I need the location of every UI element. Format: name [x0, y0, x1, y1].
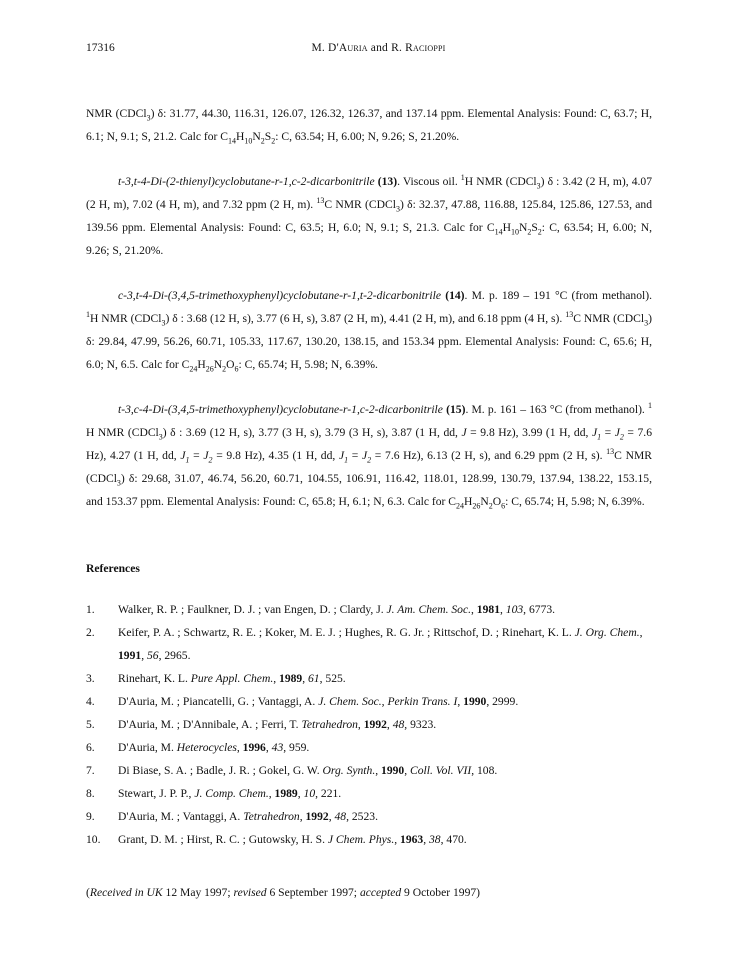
reference-text	[118, 805, 652, 828]
compound-name: t-3,t-4-Di-(2-thienyl)cyclobutane-r-1,c-2-dicarbonitrile	[118, 175, 375, 188]
reference-item	[86, 598, 652, 621]
ref-pages: , 470.	[440, 833, 467, 846]
coupling-symbol: J	[361, 449, 368, 462]
ref-sep: ,	[394, 833, 401, 846]
author-1: M. D'Auria	[311, 42, 368, 54]
ref-year: 1990	[463, 695, 487, 708]
reference-list	[86, 598, 652, 851]
paragraph-nmr-continued	[86, 102, 652, 148]
text: O	[226, 358, 235, 371]
text: =	[348, 449, 362, 462]
text: C NMR (CDCl	[86, 449, 652, 485]
text: S	[531, 221, 538, 234]
ref-volume: 48	[392, 718, 405, 731]
ref-sep: ,	[357, 718, 364, 731]
coupling-symbol: J	[591, 426, 598, 439]
ref-sep: ,	[141, 649, 147, 662]
paragraph-compound-14	[86, 284, 652, 376]
text: (	[86, 886, 90, 899]
ref-year: 1996	[242, 741, 266, 754]
text: O	[492, 495, 502, 508]
received-date: 12 May 1997;	[162, 886, 234, 899]
coupling-symbol: J	[203, 449, 209, 462]
ref-authors: D'Auria, M. ; Piancatelli, G. ; Vantaggi, A.	[118, 695, 319, 708]
ref-pages: , 525.	[319, 672, 346, 685]
text: N	[213, 358, 223, 371]
received-dates	[86, 881, 652, 904]
ref-sep: ,	[639, 626, 643, 639]
superscript: 13	[565, 310, 574, 320]
ref-pages: , 6773.	[523, 603, 556, 616]
text: . M. p. 189 – 191 °C (from methanol).	[464, 289, 652, 302]
superscript: 1	[460, 173, 465, 183]
superscript: 13	[606, 447, 615, 457]
text: ) δ: 32.37, 47.88, 116.88, 125.84, 125.86, 127.53, and 139.56 ppm. Elemental Analysis: Found: C, 63.5; H, 6.0; N, 9.1; S, 21.3. Calc for C	[86, 198, 652, 234]
reference-item	[86, 805, 652, 828]
reference-text	[118, 621, 652, 667]
reference-text	[118, 713, 652, 736]
ref-sep: ,	[297, 787, 304, 800]
text: =	[601, 426, 615, 439]
reference-number: 3.	[86, 672, 95, 685]
ref-journal: J. Chem. Soc., Perkin Trans. I	[318, 695, 458, 708]
ref-year: 1990	[381, 764, 405, 777]
ref-sep: ,	[236, 741, 243, 754]
ref-volume: 56	[146, 649, 159, 662]
text: = 9.8 Hz), 4.35 (1 H, dd,	[212, 449, 339, 462]
text: ) δ : 3.42 (2 H, m), 4.07 (2 H, m), 7.02 (4 H, m), and 7.32 ppm (2 H, m).	[86, 175, 652, 211]
compound-name: c-3,t-4-Di-(3,4,5-trimethoxyphenyl)cyclobutane-r-1,t-2-dicarbonitrile	[118, 289, 442, 302]
text: = 7.6 Hz), 4.27 (1 H, dd,	[86, 426, 652, 462]
reference-item	[86, 690, 652, 713]
ref-year: 1992	[363, 718, 387, 731]
subscript: 10	[244, 136, 253, 146]
accepted-label: accepted	[359, 886, 402, 899]
references-heading: References	[86, 562, 140, 575]
text: H	[197, 358, 206, 371]
coupling-symbol: J	[614, 426, 620, 439]
ref-journal: Tetrahedron	[243, 810, 300, 823]
reference-text	[118, 828, 652, 851]
subscript: 2	[271, 136, 276, 146]
subscript: 2	[488, 501, 493, 511]
ref-sep: ,	[386, 718, 393, 731]
text: C NMR (CDCl	[324, 198, 396, 211]
subscript: 2	[367, 455, 372, 465]
reference-item	[86, 736, 652, 759]
article-body	[86, 102, 652, 904]
ref-authors: D'Auria, M. ; D'Annibale, A. ; Ferri, T.	[118, 718, 302, 731]
text: H	[236, 130, 245, 143]
subscript: 14	[228, 136, 237, 146]
ref-volume: 38	[429, 833, 441, 846]
subscript: 1	[344, 455, 349, 465]
ref-authors: Rinehart, K. L.	[118, 672, 191, 685]
ref-sep: ,	[299, 810, 306, 823]
accepted-date: 9 October 1997)	[401, 886, 481, 899]
text: N	[252, 130, 261, 143]
page-number: 17316	[86, 42, 115, 54]
reference-item	[86, 667, 652, 690]
text: : C, 65.74; H, 5.98; N, 6.39%.	[505, 495, 645, 508]
text: H	[464, 495, 473, 508]
ref-sep: ,	[302, 672, 308, 685]
compound-name: t-3,c-4-Di-(3,4,5-trimethoxyphenyl)cyclobutane-r-1,c-2-dicarbonitrile	[118, 403, 443, 416]
reference-number: 7.	[86, 764, 95, 777]
ref-sep: ,	[499, 603, 506, 616]
text: : C, 63.54; H, 6.00; N, 9.26; S, 21.20%.	[275, 130, 460, 143]
ref-journal: Tetrahedron	[301, 718, 358, 731]
subscript: 3	[158, 432, 163, 442]
ref-authors: D'Auria, M.	[118, 741, 177, 754]
ref-pages: , 2523.	[346, 810, 378, 823]
ref-year: 1963	[400, 833, 424, 846]
author-2: R. Racioppi	[391, 42, 446, 54]
ref-pages: , 221.	[315, 787, 342, 800]
reference-text	[118, 759, 652, 782]
text: H NMR (CDCl	[90, 312, 162, 325]
text: ) δ: 29.84, 47.99, 56.26, 60.71, 105.33, 117.67, 130.20, 138.15, and 153.34 ppm. Elemental Analysis: Found: C, 65.6; H, 6.0; N, 6.5. Calc for C	[86, 312, 652, 371]
reference-number: 6.	[86, 741, 95, 754]
ref-volume: Coll. Vol. VII	[410, 764, 472, 777]
text: = 9.8 Hz), 3.99 (1 H, dd,	[466, 426, 592, 439]
coupling-symbol: J	[461, 426, 467, 439]
ref-pages: , 2965.	[158, 649, 191, 662]
subscript: 26	[205, 364, 214, 374]
ref-journal: Heterocycles	[176, 741, 237, 754]
ref-authors: D'Auria, M. ; Vantaggi, A.	[118, 810, 244, 823]
subscript: 3	[644, 318, 649, 328]
ref-volume: 61	[308, 672, 320, 685]
subscript: 24	[456, 501, 465, 511]
ref-sep: ,	[486, 695, 493, 708]
ref-journal: J. Comp. Chem.	[194, 787, 269, 800]
ref-volume: 43	[271, 741, 284, 754]
reference-item	[86, 759, 652, 782]
ref-authors: Stewart, J. P. P.,	[118, 787, 195, 800]
subscript: 3	[116, 478, 121, 488]
ref-volume: 48	[334, 810, 347, 823]
reference-text	[118, 782, 652, 805]
ref-sep: ,	[268, 787, 275, 800]
reference-item	[86, 713, 652, 736]
ref-authors: Walker, R. P. ; Faulkner, D. J. ; van Engen, D. ; Clardy, J.	[118, 603, 387, 616]
text: =	[189, 449, 204, 462]
superscript: 1	[86, 310, 90, 320]
ref-authors: Keifer, P. A. ; Schwartz, R. E. ; Koker, M. E. J. ; Hughes, R. G. Jr. ; Rittschof, D. ; Rinehart, K. L.	[118, 626, 575, 639]
subscript: 2	[208, 455, 213, 465]
ref-year: 1989	[274, 787, 298, 800]
superscript: 13	[316, 196, 325, 206]
ref-year: 1992	[305, 810, 329, 823]
subscript: 14	[494, 227, 503, 237]
subscript: 6	[501, 501, 506, 511]
reference-number: 2.	[86, 626, 95, 639]
reference-item	[86, 782, 652, 805]
text: . Viscous oil.	[397, 175, 461, 188]
text: ) δ: 31.77, 44.30, 116.31, 126.07, 126.32, 126.37, and 137.14 ppm. Elemental Analysis: Found: C, 63.7; H, 6.1; N, 9.1; S, 21.2. Calc for C	[86, 107, 652, 143]
revised-date: 6 September 1997;	[266, 886, 360, 899]
revised-label: revised	[233, 886, 267, 899]
ref-sep: ,	[375, 764, 382, 777]
ref-year: 1989	[279, 672, 303, 685]
subscript: 1	[597, 432, 602, 442]
ref-volume: 10	[303, 787, 316, 800]
text: : C, 63.54; H, 6.00; N, 9.26; S, 21.20%.	[86, 221, 652, 257]
subscript: 2	[527, 227, 532, 237]
reference-number: 5.	[86, 718, 95, 731]
subscript: 2	[260, 136, 265, 146]
reference-number: 10.	[86, 833, 101, 846]
reference-number: 4.	[86, 695, 95, 708]
reference-text	[118, 736, 652, 759]
subscript: 2	[537, 227, 542, 237]
subscript: 3	[146, 113, 151, 123]
ref-journal: J. Org. Chem.	[574, 626, 640, 639]
text: S	[264, 130, 272, 143]
compound-number: (15)	[446, 403, 466, 416]
ref-journal: J. Am. Chem. Soc.	[386, 603, 471, 616]
text: . M. p. 161 – 163 °C (from methanol).	[465, 403, 648, 416]
subscript: 6	[234, 364, 239, 374]
text: ) δ : 3.68 (12 H, s), 3.77 (6 H, s), 3.87 (2 H, m), 4.41 (2 H, m), and 6.18 ppm (4 H, s).	[165, 312, 566, 325]
subscript: 10	[510, 227, 519, 237]
ref-authors: Grant, D. M. ; Hirst, R. C. ; Gutowsky, H. S.	[118, 833, 328, 846]
running-authors	[86, 42, 671, 54]
text: N	[518, 221, 528, 234]
ref-journal: Pure Appl. Chem.	[190, 672, 274, 685]
ref-sep: ,	[404, 764, 411, 777]
reference-item	[86, 621, 652, 667]
ref-sep: ,	[265, 741, 272, 754]
text: = 7.6 Hz), 6.13 (2 H, s), and 6.29 ppm (2 H, s).	[371, 449, 607, 462]
ref-journal: Org. Synth.	[322, 764, 376, 777]
subscript: 2	[222, 364, 227, 374]
subscript: 2	[619, 432, 624, 442]
reference-number: 1.	[86, 603, 95, 616]
running-header	[86, 42, 671, 58]
text: : C, 65.74; H, 5.98; N, 6.39%.	[238, 358, 378, 371]
ref-journal: J Chem. Phys.	[327, 833, 395, 846]
text: ) δ : 3.69 (12 H, s), 3.77 (3 H, s), 3.79 (3 H, s), 3.87 (1 H, dd,	[162, 426, 462, 439]
received-label: Received in UK	[89, 886, 163, 899]
ref-sep: ,	[423, 833, 429, 846]
text: NMR (CDCl	[86, 107, 147, 120]
text: H	[502, 221, 511, 234]
text: H NMR (CDCl	[86, 426, 159, 439]
ref-year: 1981	[476, 603, 500, 616]
ref-sep: ,	[471, 603, 477, 616]
ref-volume: 103	[505, 603, 524, 616]
superscript: 1	[648, 401, 652, 411]
ref-sep: ,	[273, 672, 280, 685]
paragraph-compound-13	[86, 170, 652, 262]
text: ) δ: 29.68, 31.07, 46.74, 56.20, 60.71, 104.55, 106.91, 116.42, 118.01, 128.99, 130.79, 137.94, 138.22, 153.15, and 153.37 ppm. Elemental Analysis: Found: C, 65.8; H, 6.1; N, 6.3. Calc for C	[86, 472, 652, 508]
reference-number: 9.	[86, 810, 95, 823]
subscript: 3	[395, 204, 400, 214]
reference-text	[118, 598, 652, 621]
reference-text	[118, 667, 652, 690]
ref-pages: , 9323.	[404, 718, 437, 731]
ref-pages: , 108.	[471, 764, 498, 777]
ref-pages: , 959.	[283, 741, 310, 754]
ref-sep: ,	[328, 810, 335, 823]
compound-number: (14)	[445, 289, 465, 302]
paragraph-compound-15	[86, 398, 652, 513]
coupling-symbol: J	[180, 449, 186, 462]
compound-number: (13)	[377, 175, 398, 188]
ref-year: 1991	[118, 649, 142, 662]
reference-item	[86, 828, 652, 851]
subscript: 3	[161, 318, 166, 328]
coupling-symbol: J	[338, 449, 345, 462]
author-join: and	[370, 42, 388, 54]
reference-number: 8.	[86, 787, 95, 800]
reference-text	[118, 690, 652, 713]
text: C NMR (CDCl	[573, 312, 645, 325]
ref-sep: ,	[457, 695, 464, 708]
ref-pages: 2999.	[492, 695, 519, 708]
subscript: 24	[189, 364, 198, 374]
subscript: 1	[185, 455, 190, 465]
subscript: 3	[536, 181, 541, 191]
subscript: 26	[472, 501, 481, 511]
text: N	[480, 495, 489, 508]
ref-authors: Di Biase, S. A. ; Badle, J. R. ; Gokel, G. W.	[118, 764, 323, 777]
text: H NMR (CDCl	[464, 175, 537, 188]
